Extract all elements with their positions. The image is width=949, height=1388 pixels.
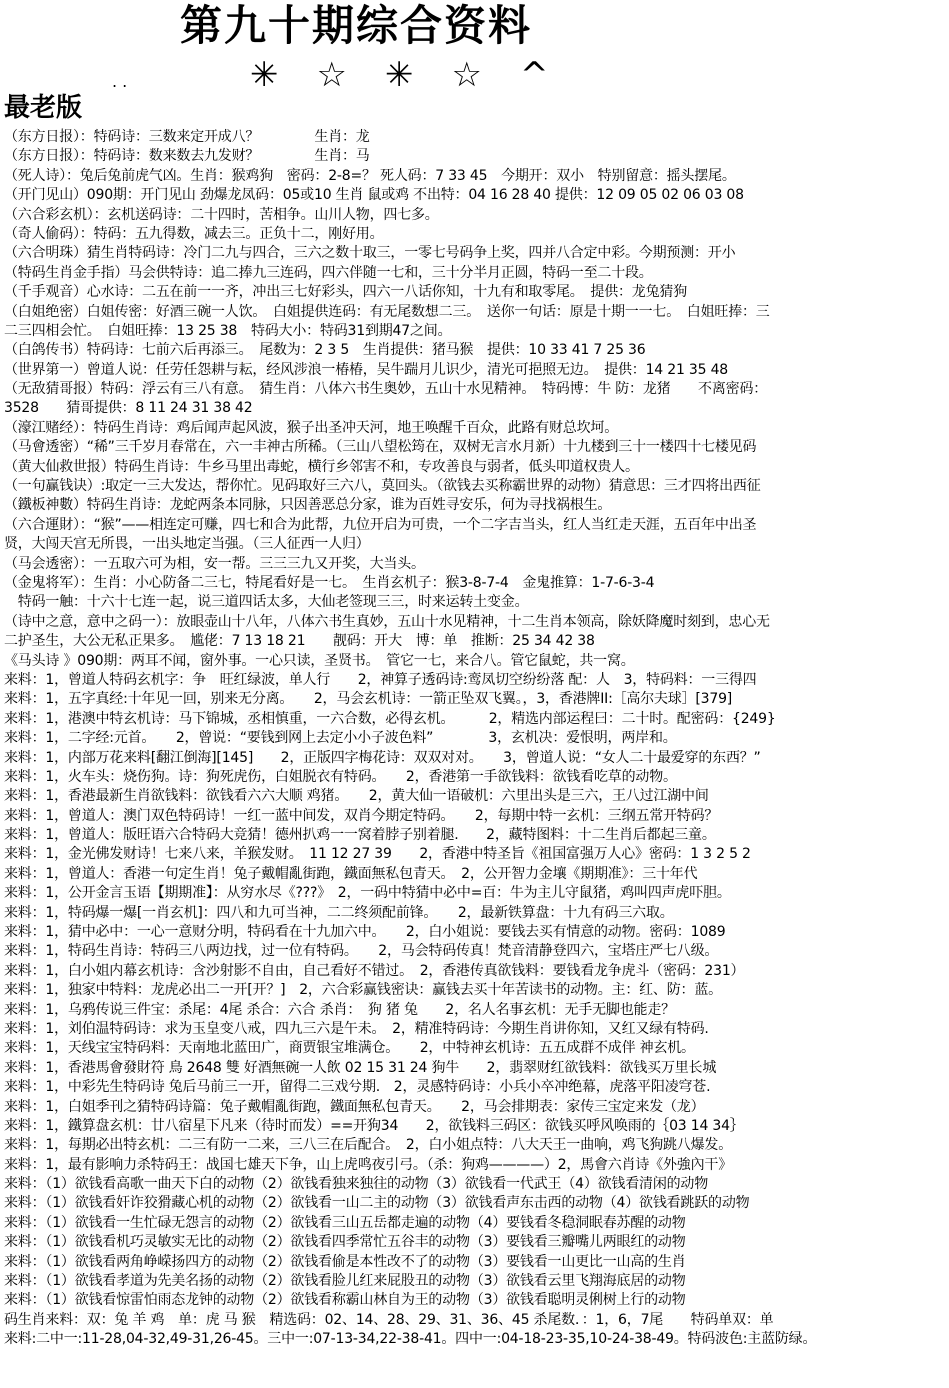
- text-line: 来料:二中一:11-28,04-32,49-31,26-45。三中一:07-13-34,22-38-41。四中一:04-18-23-35,10-24-38-49。特码波色:主蓝防绿。: [4, 1331, 817, 1348]
- text-line: 来料：1，特码生肖诗：特码三八两边找，过一位有特码。 2，马会特码传真！梵音清静登四六，宝塔庄严七八级。: [4, 943, 719, 960]
- text-line: 来料：1，曾道人：香港一句定生肖！兔子戴帽亂街跑，鐵面無私包青天。 2，公开智力金壤《期期准》：三十年代: [4, 865, 698, 882]
- text-line: （开门见山）090期：开门见山 劲爆龙凤码：05或10 生肖 鼠或鸡 不出特：04 16 28 40 提供：12 09 05 02 06 03 08: [4, 187, 744, 204]
- text-line: 来料：（1）欲钱看一生忙碌无怨言的动物（2）欲钱看三山五岳都走遍的动物（4）要钱看冬稳洞眠春苏醒的动物: [4, 1214, 686, 1231]
- text-line: 贤，大闯天宫无所畏，一出头地定当强。（三人征西一人归）: [4, 536, 370, 553]
- text-line: 来料：（1）欲钱看机巧灵敏实无比的动物（2）欲钱看四季常忙五谷丰的动物（3）要钱看三瓣嘴儿两眼红的动物: [4, 1234, 686, 1251]
- text-line: （鐵板神數）特码生肖诗：龙蛇两条本同脉，只因善恶总分家，谁为百姓寻安乐，何为寻找祸根生。: [4, 497, 612, 514]
- text-line: 来料：（1）欲钱看孝道为先美名扬的动物（2）欲钱看脸儿红来屁股丑的动物（3）欲钱看云里飞翔海底居的动物: [4, 1273, 686, 1290]
- text-line: （六合彩玄机）：玄机送码诗：二十四时，苦相争。山川人物，四七多。: [4, 206, 439, 223]
- text-line: 来料：1，港澳中特玄机诗：马下锦城，丞相慎重，一六合数，必得玄机。 2，精选内部运程曰：二十时。配密码：{249}: [4, 710, 776, 727]
- text-line: （白姐绝密）白姐传密：好酒三碗一人饮。 白姐提供连码：有无尾数想二三。 送你一句话：原是十期一一七。 白姐旺捧：三: [4, 303, 770, 320]
- text-line: 特码一触：十六十七连一起，说三道四话太多，大仙老签现三三，时来运转土变金。: [4, 594, 529, 611]
- decorative-symbols: ✳☆✳☆^: [250, 55, 587, 95]
- text-line: （东方日报）：特码诗：三数来定开成八？ 生肖：龙: [4, 129, 370, 145]
- text-line: （死人诗）：兔后兔前虎气凶。生肖：猴鸡狗 密码：2-8=？ 死人码：7 33 45 今期开：双小 特别留意：摇头摆尾。: [4, 167, 736, 184]
- text-line: 来料：（1）欲钱看惊雷怕雨态龙钟的动物（2）欲钱看称霸山林自为王的动物（3）欲钱看聪明灵俐树上行的动物: [4, 1292, 686, 1309]
- text-line: 来料：（1）欲钱看两角峥嵘扬四方的动物（2）欲钱看偷是本性改不了的动物（3）要钱看一山更比一山高的生肖: [4, 1253, 686, 1270]
- text-line: （千手观音）心水诗：二五在前一一齐，冲出三七好彩头，四六一八话你知，十九有和取零尾。 提供：龙兔猜狗: [4, 284, 687, 301]
- text-line: 来料：1，乌鸦传说三件宝：杀尾：4尾 杀合：六合 杀肖： 狗 猪 兔 2，名人名事玄机：无手无脚也能走？: [4, 1001, 675, 1018]
- text-line: （马會透密）“稀”三千岁月春常在，六一丰神古所稀。（三山八望松筠在，双树无言水月新）十九楼到三十一楼四十七楼见码: [4, 439, 757, 456]
- text-line: （黄大仙救世报）特码生肖诗：牛乡马里出毒蛇，横行乡邻害不和，专攻善良与弱者，低头叩道权贵人。: [4, 458, 639, 475]
- text-line: 来料：1，天线宝宝特码料：天南地北蓝田广，商贾银宝堆满仓。 2，中特神玄机诗：五五成群不成伴 神玄机。: [4, 1040, 695, 1057]
- text-line: 来料：1，特码爆一爆[一肖玄机]：四八和九可当神，二二终须配前锋。 2，最新铁算盘：十九有码三六取。: [4, 904, 674, 921]
- text-line: 来料：1，白小姐内幕玄机诗：含沙射影不自由，自己看好不错过。 2，香港传真欲钱料：要钱看龙争虎斗（密码：231）: [4, 962, 745, 979]
- text-line: （世界第一）曾道人说：任劳任怨耕与耘，经风涉浪一椿椿，吴牛踹月儿识少，清光可挹照无边。 提供：14 21 35 48: [4, 361, 729, 378]
- text-line: 来料：1，香港馬會發財符 鳥 2648 雙 好酒無碗一人飲 02 15 31 24 狗牛 2，翡翠财红欲钱料：欲钱买万里长城: [4, 1059, 717, 1076]
- text-line: 来料：1，二字经:元首。 2，曾说：“要钱到网上去定小小子波色料” 3，玄机决：爱恨明，两岸和。: [4, 730, 677, 747]
- text-line: 来料：（1）欲钱看高歌一曲天下白的动物（2）欲钱看独来独往的动物（3）欲钱看一代武王（4）欲钱看清闲的动物: [4, 1176, 709, 1193]
- text-line: 来料：1，火车头：烧伤狗。诗：狗死虎伤，白姐脱衣有特码。 2，香港第一手欲钱料：欲钱看吃草的动物。: [4, 768, 677, 785]
- text-line: 码生肖来料：双：兔 羊 鸡 单：虎 马 猴 精选码：02、14、28、29、31、36、45 杀尾数．：1，6，7尾 特码单双：单: [4, 1311, 774, 1328]
- text-line: （马会透密）：一五取六可为相，安一帮。三三三九又开奖，大当头。: [4, 555, 425, 572]
- text-line: 来料：1，独家中特料：龙虎必出二一开[开？] 2，六合彩赢钱密诀：赢钱去买十年苦读书的动物。主：红、防：蓝。: [4, 982, 722, 999]
- text-line: 来料：1，鐵算盘玄机：廿八宿星下凡来（待时而发）==开狗34 2，欲钱料三码区：欲钱买呼风唤雨的｛03 14 34｝: [4, 1117, 744, 1134]
- text-line: 二护圣生，大公无私正果多。 尴佬：7 13 18 21 靓码：开大 博：单 推断：25 34 42 38: [4, 633, 595, 650]
- text-line: （奇人偷码）：特码：五九得数，减去三。正负十二，刚好用。: [4, 225, 384, 242]
- text-line: 来料：1，五字真经:十年见一回，别来无分离。 2，马会玄机诗：一箭正坠双飞翼。，3，香港牌II:［高尔夫球］[379]: [4, 691, 733, 708]
- text-line: （六合明珠）猜生肖特码诗：冷门二九与四合，三六之数十取三，一零七号码争上奖，四并八合定中彩。今期预测：开小: [4, 245, 736, 262]
- text-line: 来料：1，曾道人：版旺语六合特码大竞猜！德州扒鸡一一窝着脖子别着腿. 2，藏特图料：十二生肖后都起三童。: [4, 827, 716, 844]
- text-line: （特码生肖金手指）马会供特诗：追二捧九三连码，四六伴随一七和，三十分半月正圆，特码一至二十段。: [4, 264, 653, 281]
- text-line: （无敌猜哥报）特码：浮云有三八有意。 猜生肖：八体六书生奥妙，五山十水见精神。 特码博：牛 防：龙猪 不离密码：: [4, 381, 768, 398]
- text-line: 来料：（1）欲钱看奸诈狡猾藏心机的动物（2）欲钱看一山二主的动物（3）欲钱看声东击西的动物（4）欲钱看跳跃的动物: [4, 1195, 750, 1212]
- decorative-dots: . .: [112, 72, 128, 91]
- text-line: （诗中之意，意中之码一）：放眼壶山十八年，八体六书生真妙，五山十水见精神，十二生肖本领高，除妖降魔时刻到，忠心无: [4, 613, 770, 630]
- text-line: （六合運財）：“猴”——相连定可赚，四七和合为此帮，九位开启为可贵，一个二字吉当头，红人当红走天涯，五百年中出圣: [4, 516, 757, 533]
- text-line: 来料：1，每期必出特玄机：二三有防一二来，三八三在后配合。 2，白小姐点特：八大天王一曲响，鸡飞狗跳八爆发。: [4, 1137, 733, 1154]
- edition-label: 最老版: [4, 93, 83, 123]
- text-line: 3528 猜哥提供：8 11 24 31 38 42: [4, 400, 253, 417]
- text-line: 来料：1，中彩先生特码诗 兔后马前三一开，留得二三戏兮期. 2，灵感特码诗：小兵小卒冲绝幕，虎落平阳凌穹苍.: [4, 1079, 711, 1096]
- text-line: 来料：1，曾道人特码玄机字：争 旺红绿波，单人行 2，神算子透码诗:鸾凤切空纷纷落 配：人 3，特码料：一三得四: [4, 671, 757, 688]
- text-line: 来料：1，白姐季刊之猜特码诗篇：兔子戴帽亂街跑，鐵面無私包青天。 2，马会排期表：家传三宝定来发（龙）: [4, 1098, 705, 1115]
- text-line: 来料：1，公开金言玉语【期期准】：从穷水尽《???》 2，一码中特猜中必中=百：牛为主儿守鼠猪，鸡叫四声虎吓胆。: [4, 885, 731, 902]
- text-line: （金鬼将军）：生肖：小心防备二三七，特尾看好是一七。 生肖玄机子：猴3-8-7-4 金鬼推算：1-7-6-3-4: [4, 574, 655, 591]
- text-line: （一句赢钱诀）:取定一三大发达，帮你忙。见码取好三六八，莫回头。（欲钱去买称霸世界的动物）猜意思：三才四将出西征: [4, 478, 761, 495]
- text-line: 来料：1，金光佛发财诗！七来八来，羊猴发财。 11 12 27 39 2，香港中特圣旨《祖国富强万人心》密码：1 3 2 5 2: [4, 846, 751, 863]
- text-line: （濠江赌经）：特码生肖诗：鸡后闻声起风波，猴子出圣冲天河，地王唤醒千百众，此路有财总坎坷。: [4, 419, 618, 436]
- page-title: 第九十期综合资料: [180, 1, 533, 50]
- text-line: 《马头诗 》090期：两耳不闻，窗外事。一心只读，圣贤书。 管它一七，来合八。管它鼠蛇，共一窝。: [4, 652, 635, 669]
- text-line: 来料：1，刘伯温特码诗：求为玉皇变八戒，四九三六是午未。 2，精准特码诗：今期生肖讲你知，又红又绿有特码.: [4, 1020, 709, 1037]
- text-line: 来料：1，猜中必中：一心一意财分明，特码看在十九加六中。 2，白小姐说：要钱去买有情意的动物。密码：1089: [4, 924, 726, 941]
- text-line: （白鸽传书）特码诗：七前六后再添三。 尾数为：2 3 5 生肖提供：猪马猴 提供：10 33 41 7 25 36: [4, 342, 646, 359]
- content-body: [4, 128, 945, 1350]
- text-line: 来料：1，曾道人：澳门双色特码诗！一红一蓝中间发，双肖今期定特码。 2，每期中特一玄机：三纲五常开特码？: [4, 807, 719, 824]
- text-line: 来料：1，内部万花来料[翻江倒海][145] 2，正版四字梅花诗：双双对对。 3，曾道人说：“女人二十最爱穿的东西？”: [4, 749, 761, 766]
- text-line: 来料：1，香港最新生肖欲钱料：欲钱看六六大顺 鸡猪。 2，黄大仙一语破机：六里出头是三六，王八过江湖中间: [4, 788, 709, 805]
- text-line: 来料：1，最有影响力杀特码王：战国七雄天下争，山上虎鸣夜引弓。（杀：狗鸡————）2，馬會六肖诗《外強內干》: [4, 1156, 733, 1173]
- text-line: （东方日报）：特码诗：数来数去九发财？ 生肖：马: [4, 148, 370, 165]
- text-line: 二三四相会忙。 白姐旺捧：13 25 38 特码大小：特码31到期47之间。: [4, 322, 452, 339]
